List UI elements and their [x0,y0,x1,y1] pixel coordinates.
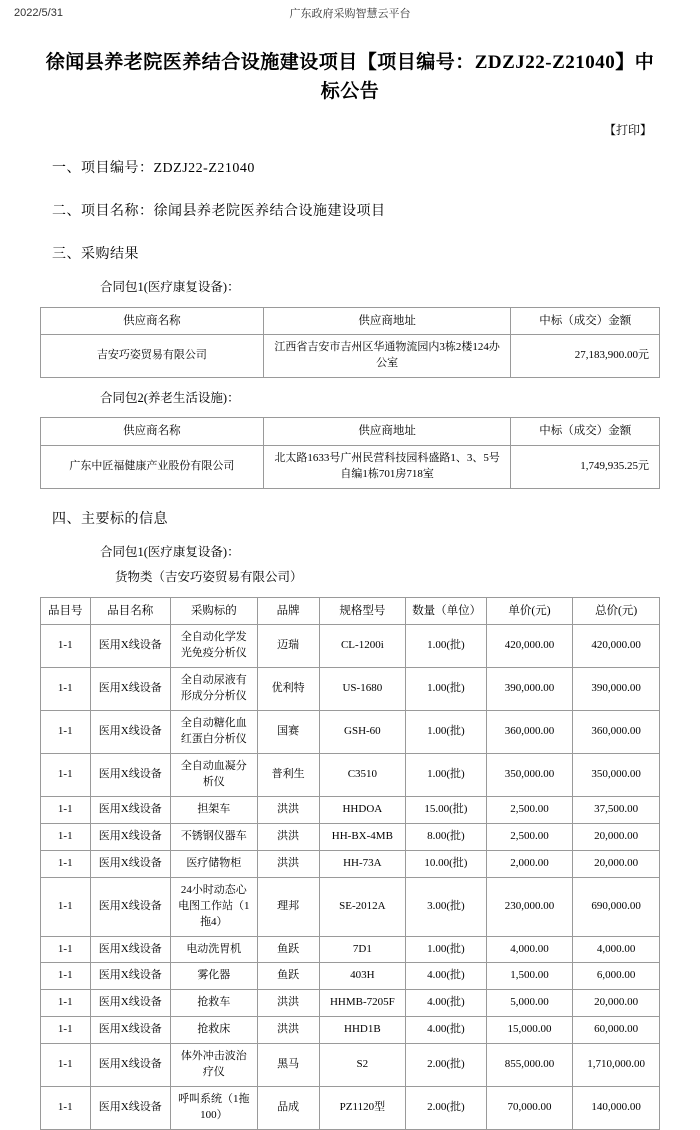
page-header [0,0,700,26]
unit-price: 2,500.00 [486,823,573,850]
unit-price: 230,000.00 [486,877,573,936]
item-number: 1-1 [41,823,91,850]
item-number: 1-1 [41,796,91,823]
table-row [41,1017,660,1044]
brand: 洪洪 [257,990,319,1017]
model: US-1680 [319,668,406,711]
col-item-name: 品目名称 [90,597,170,625]
total-price: 20,000.00 [573,990,660,1017]
total-price: 420,000.00 [573,625,660,668]
brand: 洪洪 [257,850,319,877]
supplier-address: 北太路1633号广州民营科技园科盛路1、3、5号自编1栋701房718室 [263,446,511,489]
section-main-targets: 四、主要标的信息 [52,512,168,528]
table-row [41,936,660,963]
model: PZ1120型 [319,1087,406,1130]
quantity: 1.00(批) [406,668,486,711]
table-header-row [41,597,660,625]
item-name: 医用X线设备 [90,877,170,936]
unit-price: 420,000.00 [486,625,573,668]
table-row [41,1087,660,1130]
brand: 洪洪 [257,823,319,850]
item-number: 1-1 [41,1087,91,1130]
col-procurement-target: 采购标的 [170,597,257,625]
brand: 迈瑞 [257,625,319,668]
document-body [0,48,700,1130]
procurement-target: 全自动化学发光免疫分析仪 [170,625,257,668]
total-price: 20,000.00 [573,823,660,850]
model: HHDOA [319,796,406,823]
brand: 国赛 [257,711,319,754]
col-model: 规格型号 [319,597,406,625]
unit-price: 2,500.00 [486,796,573,823]
procurement-target: 呼叫系统（1拖100） [170,1087,257,1130]
item-name: 医用X线设备 [90,963,170,990]
model: HHD1B [319,1017,406,1044]
total-price: 60,000.00 [573,1017,660,1044]
item-name: 医用X线设备 [90,754,170,797]
supplier-name: 广东中匠福健康产业股份有限公司 [41,446,264,489]
model: SE-2012A [319,877,406,936]
procurement-target: 体外冲击波治疗仪 [170,1044,257,1087]
procurement-target: 抢救车 [170,990,257,1017]
item-name: 医用X线设备 [90,796,170,823]
procurement-target: 不锈钢仪器车 [170,823,257,850]
procurement-target: 医疗储物柜 [170,850,257,877]
col-supplier-address: 供应商地址 [263,307,511,335]
item-number: 1-1 [41,990,91,1017]
section-project-number: 一、项目编号：ZDZJ22-Z21040 [52,160,255,176]
item-number: 1-1 [41,1017,91,1044]
section4-package1-label: 合同包1(医疗康复设备)： [100,545,240,560]
quantity: 4.00(批) [406,1017,486,1044]
col-total-price: 总价(元) [573,597,660,625]
procurement-target: 抢救床 [170,1017,257,1044]
brand: 品成 [257,1087,319,1130]
table-row [41,823,660,850]
supplier-table-package1 [40,307,660,379]
total-price: 37,500.00 [573,796,660,823]
unit-price: 15,000.00 [486,1017,573,1044]
model: HH-73A [319,850,406,877]
quantity: 1.00(批) [406,936,486,963]
table-row [41,668,660,711]
section-project-name: 二、项目名称：徐闻县养老院医养结合设施建设项目 [52,204,386,220]
header-date: 2022/5/31 [14,7,63,19]
item-number: 1-1 [41,936,91,963]
brand: 优利特 [257,668,319,711]
quantity: 8.00(批) [406,823,486,850]
unit-price: 70,000.00 [486,1087,573,1130]
quantity: 2.00(批) [406,1087,486,1130]
section-procurement-result: 三、采购结果 [52,247,139,263]
quantity: 10.00(批) [406,850,486,877]
item-number: 1-1 [41,668,91,711]
items-table [40,597,660,1130]
col-supplier-name: 供应商名称 [41,307,264,335]
quantity: 2.00(批) [406,1044,486,1087]
quantity: 1.00(批) [406,711,486,754]
supplier-table-package2 [40,417,660,489]
table-row [41,877,660,936]
unit-price: 2,000.00 [486,850,573,877]
total-price: 360,000.00 [573,711,660,754]
table-row [41,990,660,1017]
print-row [40,121,652,138]
brand: 鱼跃 [257,963,319,990]
unit-price: 4,000.00 [486,936,573,963]
model: C3510 [319,754,406,797]
table-header-row [41,418,660,446]
item-number: 1-1 [41,754,91,797]
package1-label: 合同包1(医疗康复设备)： [100,280,240,295]
procurement-target: 全自动糖化血红蛋白分析仪 [170,711,257,754]
item-number: 1-1 [41,625,91,668]
item-name: 医用X线设备 [90,625,170,668]
col-unit-price: 单价(元) [486,597,573,625]
item-name: 医用X线设备 [90,823,170,850]
brand: 普利生 [257,754,319,797]
table-row [41,850,660,877]
total-price: 390,000.00 [573,668,660,711]
procurement-target: 24小时动态心电图工作站（1拖4） [170,877,257,936]
item-name: 医用X线设备 [90,936,170,963]
col-brand: 品牌 [257,597,319,625]
brand: 理邦 [257,877,319,936]
model: HHMB-7205F [319,990,406,1017]
procurement-target: 全自动血凝分析仪 [170,754,257,797]
item-name: 医用X线设备 [90,1044,170,1087]
table-header-row [41,307,660,335]
supplier-address: 江西省吉安市吉州区华通物流园内3栋2楼124办公室 [263,335,511,378]
quantity: 4.00(批) [406,963,486,990]
table-row [41,754,660,797]
unit-price: 350,000.00 [486,754,573,797]
procurement-target: 担架车 [170,796,257,823]
model: GSH-60 [319,711,406,754]
unit-price: 1,500.00 [486,963,573,990]
item-name: 医用X线设备 [90,668,170,711]
total-price: 350,000.00 [573,754,660,797]
table-row [41,711,660,754]
total-price: 1,710,000.00 [573,1044,660,1087]
total-price: 6,000.00 [573,963,660,990]
total-price: 140,000.00 [573,1087,660,1130]
col-award-amount: 中标（成交）金额 [511,307,660,335]
item-number: 1-1 [41,963,91,990]
total-price: 690,000.00 [573,877,660,936]
procurement-target: 雾化器 [170,963,257,990]
total-price: 20,000.00 [573,850,660,877]
item-name: 医用X线设备 [90,1017,170,1044]
supplier-name: 吉安巧姿贸易有限公司 [41,335,264,378]
model: CL-1200i [319,625,406,668]
table-row [41,796,660,823]
quantity: 1.00(批) [406,625,486,668]
table-row [41,963,660,990]
unit-price: 5,000.00 [486,990,573,1017]
quantity: 15.00(批) [406,796,486,823]
table-row [41,1044,660,1087]
procurement-target: 电动洗胃机 [170,936,257,963]
item-name: 医用X线设备 [90,711,170,754]
col-supplier-address: 供应商地址 [263,418,511,446]
items-table-body [41,625,660,1130]
quantity: 1.00(批) [406,754,486,797]
total-price: 4,000.00 [573,936,660,963]
col-supplier-name: 供应商名称 [41,418,264,446]
print-button[interactable]: 【打印】 [603,122,652,137]
unit-price: 390,000.00 [486,668,573,711]
package2-label: 合同包2(养老生活设施)： [100,391,240,406]
model: S2 [319,1044,406,1087]
model: 7D1 [319,936,406,963]
quantity: 4.00(批) [406,990,486,1017]
item-name: 医用X线设备 [90,1087,170,1130]
model: HH-BX-4MB [319,823,406,850]
table-row [41,335,660,378]
table-row [41,625,660,668]
page-title: 徐闻县养老院医养结合设施建设项目【项目编号：ZDZJ22-Z21040】中标公告 [45,52,655,103]
item-number: 1-1 [41,877,91,936]
item-number: 1-1 [41,711,91,754]
col-quantity: 数量（单位） [406,597,486,625]
item-number: 1-1 [41,1044,91,1087]
item-name: 医用X线设备 [90,990,170,1017]
quantity: 3.00(批) [406,877,486,936]
item-name: 医用X线设备 [90,850,170,877]
award-amount: 27,183,900.00元 [511,335,660,378]
model: 403H [319,963,406,990]
section4-goods-label: 货物类（吉安巧姿贸易有限公司） [115,570,303,585]
item-number: 1-1 [41,850,91,877]
brand: 洪洪 [257,1017,319,1044]
col-award-amount: 中标（成交）金额 [511,418,660,446]
table-row [41,446,660,489]
procurement-target: 全自动尿液有形成分分析仪 [170,668,257,711]
brand: 鱼跃 [257,936,319,963]
col-item-number: 品目号 [41,597,91,625]
brand: 洪洪 [257,796,319,823]
brand: 黑马 [257,1044,319,1087]
unit-price: 360,000.00 [486,711,573,754]
award-amount: 1,749,935.25元 [511,446,660,489]
unit-price: 855,000.00 [486,1044,573,1087]
header-platform-name: 广东政府采购智慧云平台 [289,8,411,20]
